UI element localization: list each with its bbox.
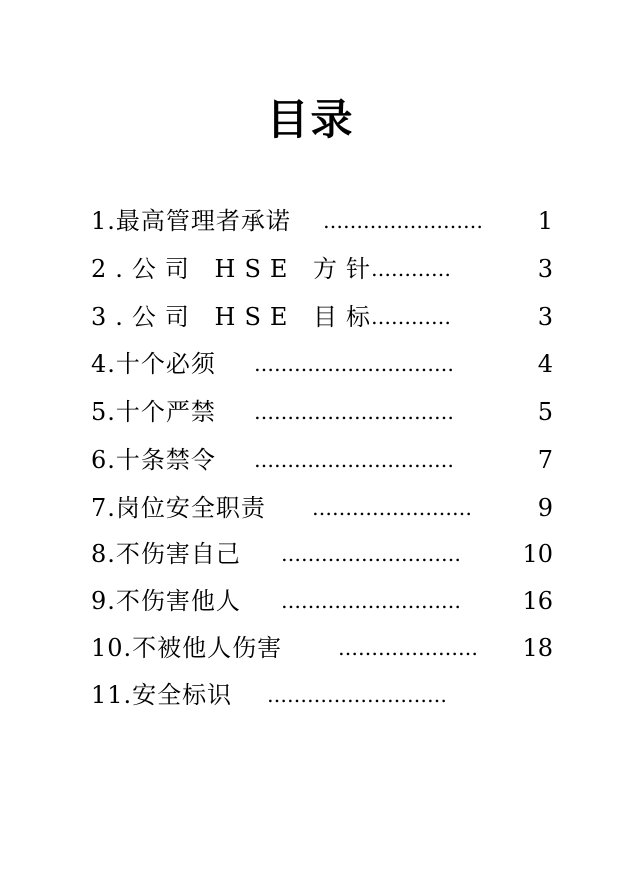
toc-entry-label: 5.十个严禁	[91, 398, 216, 426]
toc-entry-label: 7.岗位安全职责	[91, 494, 266, 522]
toc-page-number: 9	[537, 494, 553, 522]
toc-entry-label: 3.公司 HSE 目标	[91, 303, 380, 331]
toc-page-number: 7	[537, 446, 553, 474]
toc-entry-label: 11.安全标识	[91, 681, 233, 709]
page-title: 目录	[266, 95, 355, 144]
toc-entry-label: 8.不伤害自己	[91, 540, 241, 568]
toc-leader-dots: ………………………	[281, 542, 461, 566]
toc-leader-dots: …………………………	[254, 400, 454, 424]
toc-page-number: 3	[537, 255, 553, 283]
toc-leader-dots: …………………………	[254, 352, 454, 376]
toc-page-number: 4	[537, 350, 553, 378]
toc-entry-label: 9.不伤害他人	[91, 587, 241, 615]
toc-entry-label: 10.不被他人伤害	[91, 634, 283, 662]
toc-entry-label: 1.最高管理者承诺	[91, 207, 291, 235]
toc-leader-dots: …………	[371, 257, 451, 281]
toc-entry-label: 4.十个必须	[91, 350, 216, 378]
toc-page-number: 5	[537, 398, 553, 426]
toc-leader-dots: …………	[371, 305, 451, 329]
toc-leader-dots: ……………………	[312, 496, 472, 520]
toc-entry-label: 6.十条禁令	[91, 446, 216, 474]
toc-leader-dots: ………………………	[281, 589, 461, 613]
toc-page-number: 18	[522, 634, 553, 662]
toc-leader-dots: …………………………	[254, 448, 454, 472]
toc-leader-dots: ……………………	[323, 209, 483, 233]
toc-leader-dots: ………………………	[267, 683, 447, 707]
toc-page-number: 10	[522, 540, 553, 568]
toc-page-number: 3	[537, 303, 553, 331]
toc-entry-label: 2.公司 HSE 方针	[91, 255, 380, 283]
toc-page-number: 16	[522, 587, 553, 615]
toc-page-number: 1	[537, 207, 553, 235]
toc-leader-dots: …………………	[338, 636, 478, 660]
